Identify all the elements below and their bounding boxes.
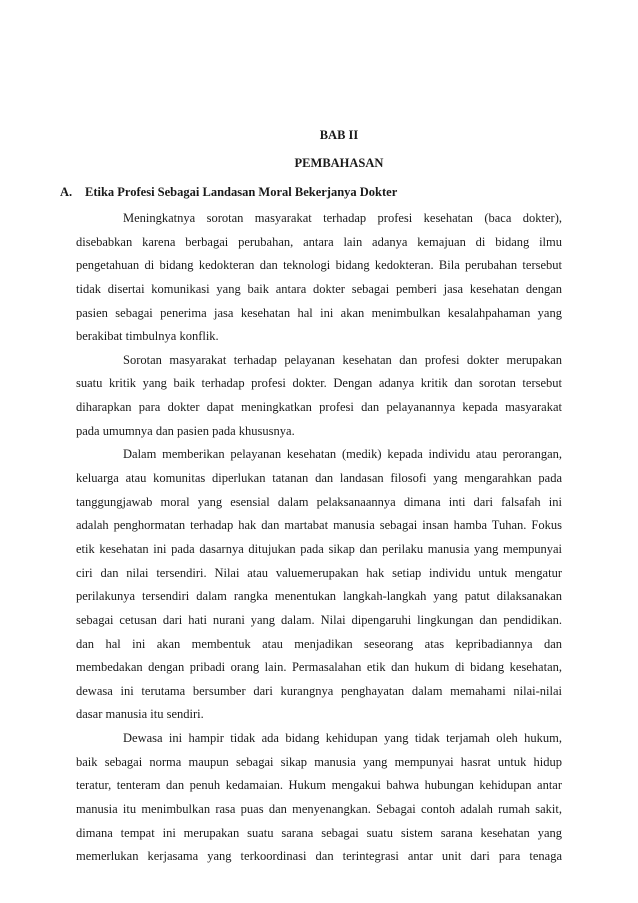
text-line: dewasa ini terutama bersumber dari kurangnya penghayatan dalam memahami nilai-nilai bbox=[76, 683, 562, 698]
text-line: teratur, tenteram dan penuh kedamaian. Hukum mengakui bahwa hubungan kehidupan antar bbox=[76, 778, 562, 793]
text-line: Meningkatnya sorotan masyarakat terhadap profesi kesehatan (baca dokter), bbox=[123, 211, 562, 225]
text-line: memerlukan kerjasama yang terkoordinasi dan terintegrasi antar unit dari para tenaga bbox=[76, 849, 562, 864]
text-line: etik kesehatan ini pada dasarnya ditujukan pada sikap dan perilaku manusia yang mempunyai bbox=[76, 541, 562, 556]
text-line: adalah penghormatan terhadap hak dan martabat manusia sebagai insan hamba Tuhan. Fokus bbox=[76, 518, 562, 533]
text-line: pada umumnya dan pasien pada khususnya. bbox=[76, 423, 295, 438]
text-line: suatu kritik yang baik terhadap profesi dokter. Dengan adanya kritik dan sorotan tersebut bbox=[76, 376, 562, 391]
text-line: tanggungjawab moral yang esensial dalam pelaksanaannya dimana inti dari falsafah ini bbox=[76, 494, 562, 509]
section-heading bbox=[60, 185, 618, 200]
paragraph bbox=[76, 727, 562, 869]
text-line: Sorotan masyarakat terhadap pelayanan kesehatan dan profesi dokter merupakan bbox=[123, 352, 562, 367]
text-line: pengetahuan di bidang kedokteran dan teknologi bidang kedokteran. Bila perubahan tersebut bbox=[76, 258, 562, 273]
body-text bbox=[76, 207, 562, 869]
text-line: manusia itu menimbulkan rasa puas dan menyenangkan. Sebagai contoh adalah rumah sakit, bbox=[76, 802, 562, 817]
text-line: dasar manusia itu sendiri. bbox=[76, 707, 204, 722]
chapter-title: PEMBAHASAN bbox=[294, 156, 384, 170]
text-line: dimana tempat ini merupakan suatu sarana sebagai suatu sistem sarana kesehatan yang bbox=[76, 825, 562, 840]
section-title: Etika Profesi Sebagai Landasan Moral Bekerjanya Dokter bbox=[85, 185, 398, 199]
text-line: Dalam memberikan pelayanan kesehatan (medik) kepada individu atau perorangan, bbox=[123, 447, 562, 462]
chapter-number: BAB II bbox=[319, 128, 359, 142]
text-line: pasien sebagai penerima jasa kesehatan hal ini akan menimbulkan kesalahpahaman yang bbox=[76, 305, 562, 320]
text-line: disebabkan karena berbagai perubahan, antara lain adanya kemajuan di bidang ilmu bbox=[76, 234, 562, 249]
text-line: membedakan dengan pribadi orang lain. Permasalahan etik dan hukum di bidang kesehatan, bbox=[76, 660, 562, 675]
paragraph bbox=[76, 443, 562, 727]
text-line: ciri dan nilai tersendiri. Nilai atau valuemerupakan hak setiap individu untuk mengatur bbox=[76, 565, 562, 580]
paragraph bbox=[76, 207, 562, 349]
text-line: keluarga atau komunitas diperlukan tatanan dan landasan filosofi yang mengarahkan pada bbox=[76, 471, 562, 486]
text-line: Dewasa ini hampir tidak ada bidang kehidupan yang tidak terjamah oleh hukum, bbox=[123, 731, 562, 746]
text-line: dan hal ini akan membentuk atau menjadikan seseorang atas kepribadiannya dan bbox=[76, 636, 562, 651]
text-line: perilakunya tersendiri dalam rangka menentukan langkah-langkah yang patut dilaksanakan bbox=[76, 589, 562, 604]
text-line: baik sebagai norma maupun sebagai sikap manusia yang mempunyai hasrat untuk hidup bbox=[76, 754, 562, 769]
text-line: diharapkan para dokter dapat meningkatkan profesi dan pelayanannya kepada masyarakat bbox=[76, 400, 562, 415]
paragraph bbox=[76, 349, 562, 444]
text-line: berakibat timbulnya konflik. bbox=[76, 329, 219, 344]
section-letter: A. bbox=[60, 185, 73, 199]
text-line: sebagai cetusan dari hati nurani yang dalam. Nilai dipengaruhi lingkungan dan pendidikan. bbox=[76, 612, 562, 627]
chapter-heading bbox=[0, 121, 638, 177]
text-line: tidak disertai komunikasi yang baik antara dokter sebagai pemberi jasa kesehatan dengan bbox=[76, 281, 562, 296]
